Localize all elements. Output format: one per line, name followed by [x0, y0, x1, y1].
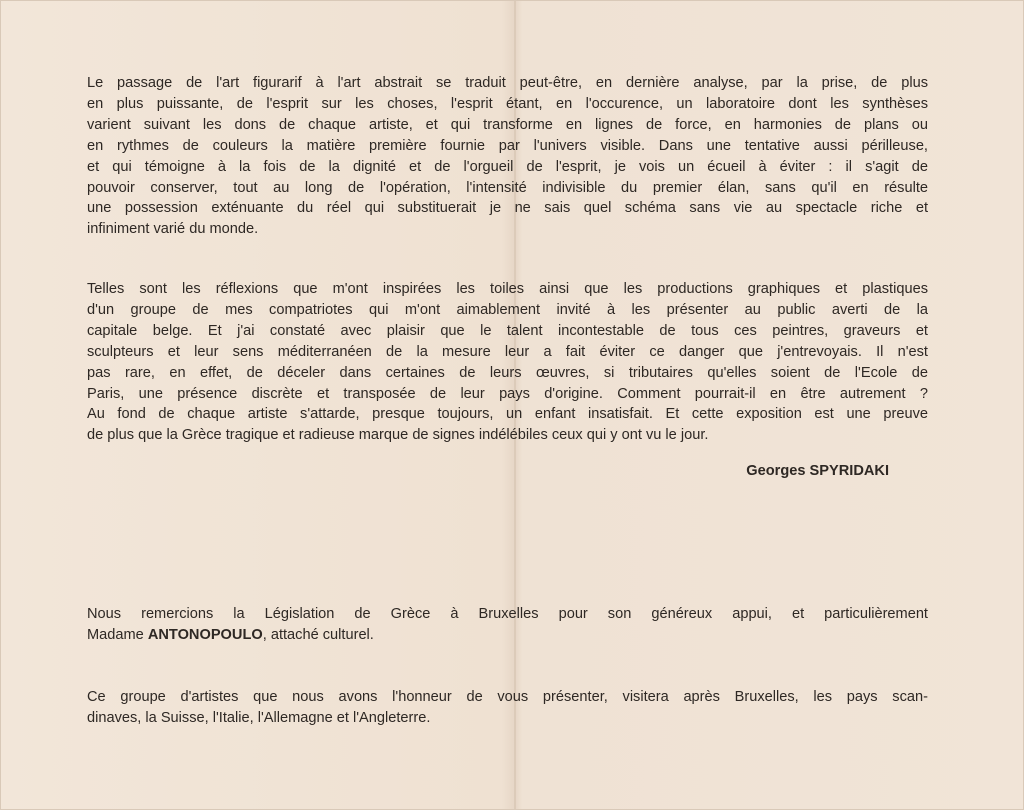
text-line: [87, 363, 928, 384]
line-text: capitale belge. Et j'ai constaté avec plaisir que le talent incontestable de tous ces peintres, graveurs et: [87, 322, 928, 339]
line-text: Paris, une présence discrète et transposée de leur pays d'origine. Comment pourrait-il en être autrement ?: [87, 385, 928, 402]
line-text: , attaché culturel.: [262, 626, 374, 643]
line-text: sculpteurs et leur sens méditerranéen de la mesure leur a fait éviter ce danger que j'entrevoyais. Il n'est: [87, 343, 928, 360]
text-line: [87, 279, 928, 300]
line-text: Ce groupe d'artistes que nous avons l'honneur de vous présenter, visitera après Bruxelles, les pays scan-: [87, 689, 928, 705]
line-text: de plus que la Grèce tragique et radieuse marque de signes indélébiles ceux qui y ont vu le jour.: [87, 427, 709, 444]
line-text: et qui témoigne à la fois de la dignité et de l'orgueil de l'esprit, je vois un écueil à éviter : il s'agit de: [87, 158, 928, 175]
line-text: en rythmes de couleurs la matière première fournie par l'univers visible. Dans une tentative aussi périlleuse,: [87, 137, 928, 154]
text-line: [87, 157, 928, 178]
line-text: une possession exténuante du réel qui substituerait je ne sais quel schéma sans vie au spectacle riche et: [87, 200, 928, 217]
line-text: Madame: [87, 626, 148, 643]
text-line: [87, 425, 928, 446]
line-text: en plus puissante, de l'esprit sur les choses, l'esprit étant, en l'occurence, un laboratoire dont les synthèses: [87, 95, 928, 112]
line-text: Telles sont les réflexions que m'ont inspirées les toiles ainsi que les productions graphiques et plastiques: [87, 281, 928, 297]
line-text: Le passage de l'art figurarif à l'art abstrait se traduit peut-être, en dernière analyse, par la prise, de plus: [87, 75, 928, 91]
text-line: [87, 178, 928, 199]
line-text: d'un groupe de mes compatriotes qui m'ont aimablement invité à les présenter au public averti de la: [87, 301, 928, 318]
text-line: [87, 384, 928, 405]
text-line: [87, 625, 928, 646]
line-text: Au fond de chaque artiste s'attarde, presque toujours, un enfant insatisfait. Et cette exposition est une preuve: [87, 406, 928, 423]
text-line: [87, 342, 928, 363]
text-line: [87, 136, 928, 157]
line-text: Nous remercions la Législation de Grèce à Bruxelles pour son généreux appui, et particulièrement: [87, 606, 928, 622]
text-line: [87, 604, 928, 625]
line-text: dinaves, la Suisse, l'Italie, l'Allemagne et l'Angleterre.: [87, 709, 431, 726]
paragraph-tour: [87, 687, 928, 729]
text-line: [87, 115, 928, 136]
line-text: varient suivant les dons de chaque artiste, et qui transforme en lignes de force, en harmonies de plans ou: [87, 116, 928, 133]
text-line: [87, 687, 928, 708]
signature: Georges SPYRIDAKI: [746, 463, 889, 479]
text-line: [87, 404, 928, 425]
paragraph-reflections: [87, 279, 928, 446]
paragraph-intro: [87, 73, 928, 240]
line-text: pas rare, en effet, de déceler dans certaines de leurs œuvres, si tributaires qu'elles soient de l'Ecole de: [87, 364, 928, 381]
text-line: [87, 198, 928, 219]
text-line: [87, 219, 928, 240]
text-line: [87, 321, 928, 342]
paragraph-thanks: [87, 604, 928, 646]
line-text: pouvoir conserver, tout au long de l'opération, l'intensité indivisible du premier élan, sans qu'il en résulte: [87, 179, 928, 196]
attache-name: ANTONOPOULO: [147, 626, 263, 643]
text-line: [87, 300, 928, 321]
line-text: infiniment varié du monde.: [87, 221, 259, 238]
text-line: [87, 94, 928, 115]
text-line: [87, 73, 928, 94]
text-line: [87, 708, 928, 729]
